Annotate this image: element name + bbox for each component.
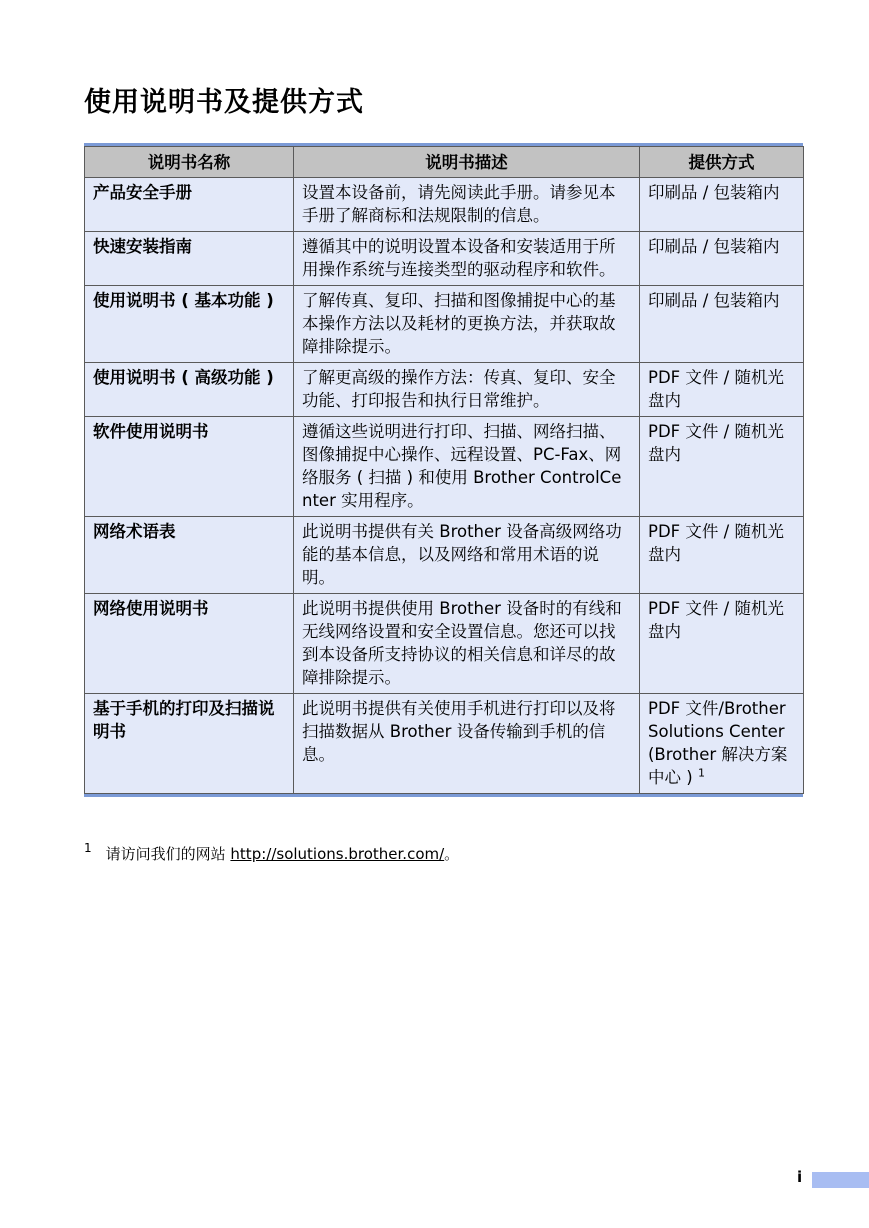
footnote bbox=[84, 843, 459, 864]
footnote-number: 1 bbox=[84, 841, 92, 855]
manual-name: 网络使用说明书 bbox=[85, 594, 294, 694]
header-manual-name: 说明书名称 bbox=[85, 147, 294, 178]
manual-description: 了解传真、复印、扫描和图像捕捉中心的基本操作方法以及耗材的更换方法，并获取故障排除提示。 bbox=[294, 286, 640, 363]
solutions-link[interactable]: http://solutions.brother.com/ bbox=[230, 845, 445, 863]
table-row bbox=[85, 232, 804, 286]
header-manual-description: 说明书描述 bbox=[294, 147, 640, 178]
header-delivery-method: 提供方式 bbox=[640, 147, 804, 178]
footnote-text: 请访问我们的网站 bbox=[105, 845, 231, 863]
table-row bbox=[85, 417, 804, 517]
manual-name: 网络术语表 bbox=[85, 517, 294, 594]
delivery-method: PDF 文件 / 随机光盘内 bbox=[640, 517, 804, 594]
delivery-method: PDF 文件 / 随机光盘内 bbox=[640, 417, 804, 517]
manual-description: 遵循这些说明进行打印、扫描、网络扫描、图像捕捉中心操作、远程设置、PC-Fax、网络服务 ( 扫描 ) 和使用 Brother ControlCenter 实用程序。 bbox=[294, 417, 640, 517]
manual-description: 了解更高级的操作方法：传真、复印、安全功能、打印报告和执行日常维护。 bbox=[294, 363, 640, 417]
page-tab-marker bbox=[812, 1172, 869, 1188]
delivery-method: PDF 文件 / 随机光盘内 bbox=[640, 594, 804, 694]
manuals-table-wrapper bbox=[84, 143, 803, 797]
manual-name: 使用说明书 ( 高级功能 ) bbox=[85, 363, 294, 417]
manual-name: 产品安全手册 bbox=[85, 178, 294, 232]
delivery-method: 印刷品 / 包装箱内 bbox=[640, 232, 804, 286]
delivery-method-cell bbox=[640, 694, 804, 794]
manual-description: 遵循其中的说明设置本设备和安装适用于所用操作系统与连接类型的驱动程序和软件。 bbox=[294, 232, 640, 286]
delivery-method: 印刷品 / 包装箱内 bbox=[640, 286, 804, 363]
manual-description: 设置本设备前，请先阅读此手册。请参见本手册了解商标和法规限制的信息。 bbox=[294, 178, 640, 232]
table-header-row bbox=[85, 147, 804, 178]
delivery-method: 印刷品 / 包装箱内 bbox=[640, 178, 804, 232]
manual-description: 此说明书提供使用 Brother 设备时的有线和无线网络设置和安全设置信息。您还可以找到本设备所支持协议的相关信息和详尽的故障排除提示。 bbox=[294, 594, 640, 694]
manual-name: 使用说明书 ( 基本功能 ) bbox=[85, 286, 294, 363]
table-row bbox=[85, 594, 804, 694]
delivery-method: PDF 文件/Brother Solutions Center (Brother 解决方案中心 ) bbox=[648, 699, 788, 787]
footnote-suffix: 。 bbox=[444, 845, 460, 863]
delivery-method: PDF 文件 / 随机光盘内 bbox=[640, 363, 804, 417]
manual-description: 此说明书提供有关 Brother 设备高级网络功能的基本信息，以及网络和常用术语的说明。 bbox=[294, 517, 640, 594]
manual-name: 快速安装指南 bbox=[85, 232, 294, 286]
table-row bbox=[85, 363, 804, 417]
footnote-ref[interactable]: 1 bbox=[697, 766, 705, 780]
table-row bbox=[85, 286, 804, 363]
manual-description: 此说明书提供有关使用手机进行打印以及将扫描数据从 Brother 设备传输到手机的信息。 bbox=[294, 694, 640, 794]
table-row bbox=[85, 517, 804, 594]
page-number: i bbox=[797, 1168, 803, 1186]
manual-name: 基于手机的打印及扫描说明书 bbox=[85, 694, 294, 794]
manual-name: 软件使用说明书 bbox=[85, 417, 294, 517]
page-title: 使用说明书及提供方式 bbox=[84, 87, 364, 118]
table-row bbox=[85, 178, 804, 232]
manuals-table bbox=[84, 146, 804, 794]
table-row bbox=[85, 694, 804, 794]
